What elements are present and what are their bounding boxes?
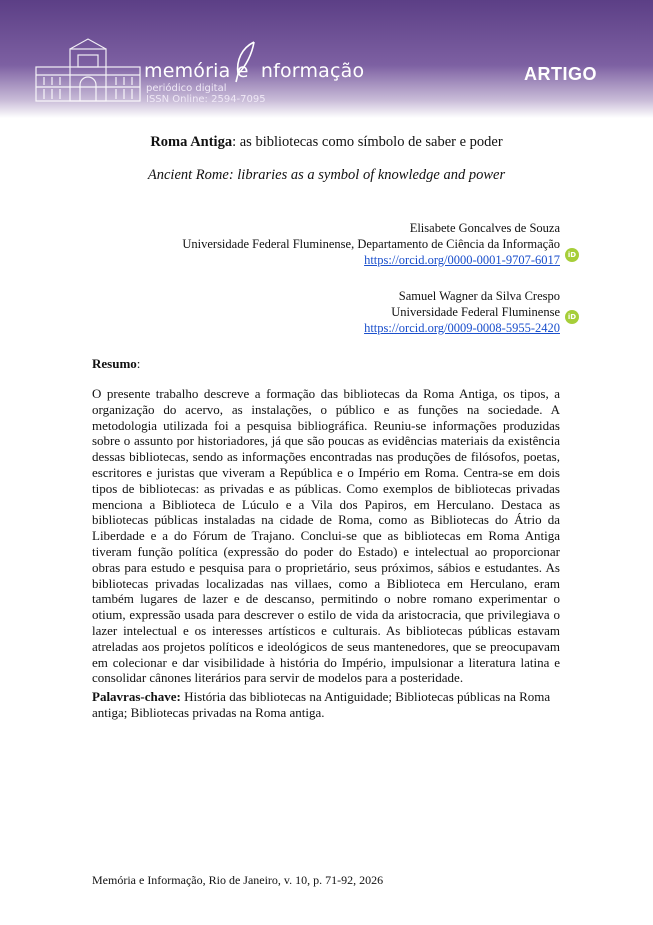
keywords-text: História das bibliotecas na Antiguidade; Bibliotecas públicas na Roma antiga; Bibliotecas privadas na Roma antiga. xyxy=(92,689,551,720)
orcid-link[interactable]: https://orcid.org/0009-0008-5955-2420 xyxy=(364,321,560,335)
abstract-text: O presente trabalho descreve a formação das bibliotecas da Roma Antiga, os tipos, a organização do acervo, as instalações, o público e as funções na sociedade. A metodologia utilizada foi a pesquisa bibliográfica. Reuniu-se informações produzidas sobre o assunto por historiadores, já que são poucas as evidências materiais da existência dessas bibliotecas, sendo as informações encontradas nas produções de filósofos, poetas, escritores e juristas que viveram a República e o Império em Roma. Centra-se em dois tipos de bibliotecas: as privadas e as públicas. Como exemplos de bibliotecas privadas menciona a Biblioteca de Lúculo e a Vila dos Papiros, em Herculano. Destaca as bibliotecas públicas instaladas na cidade de Roma, como as Bibliotecas do Átrio da Liberdade e a do Fórum de Trajano. Conclui-se que as bibliotecas em Roma Antiga tiveram função política (expressão do poder do Estado) e intelectual ao proporcionar obras para estudo e pesquisa para o proprietário, seus próximos, sábios e estudantes. As bibliotecas privadas localizadas nas villaes, como a Biblioteca em Herculano, eram também lugares de lazer e de descanso, permitindo o nobre romano experimentar o otium, expressão usada para descrever o estilo de vida da aristocracia, que privilegiava o lazer intelectual e os interesses artísticos e culturais. As bibliotecas públicas estavam atreladas aos projetos políticos e ideológicos de seus mantenedores, que se preocupavam em colecionar e dar visibilidade à história do Império, impulsionar a literatura latina e consolidar cânones literários para servir de modelos para a posteridade. xyxy=(92,386,560,686)
building-logo-icon xyxy=(34,37,142,103)
keywords xyxy=(92,689,560,721)
keywords-label: Palavras-chave: xyxy=(92,689,181,704)
article-title-bold: Roma Antiga xyxy=(150,134,233,150)
author-name: Elisabete Goncalves de Souza xyxy=(409,221,560,235)
article-type-badge: ARTIGO xyxy=(524,64,597,84)
abstract-heading xyxy=(92,356,140,372)
author-affiliation: Universidade Federal Fluminense, Departamento de Ciência da Informação xyxy=(182,237,560,251)
orcid-icon[interactable]: iD xyxy=(565,248,579,262)
abstract-heading-colon: : xyxy=(136,356,141,371)
author-affiliation: Universidade Federal Fluminense xyxy=(391,305,560,319)
orcid-link[interactable]: https://orcid.org/0000-0001-9707-6017 xyxy=(364,253,560,267)
orcid-icon[interactable]: iD xyxy=(565,310,579,324)
author-list xyxy=(182,220,560,356)
article-title xyxy=(0,134,653,151)
journal-name-part-2: nformação xyxy=(260,60,365,82)
article-title-rest: : as bibliotecas como símbolo de saber e poder xyxy=(232,134,503,150)
abstract-heading-label: Resumo xyxy=(92,356,137,371)
author-block xyxy=(182,220,560,268)
article-title-english: Ancient Rome: libraries as a symbol of knowledge and power xyxy=(147,167,506,183)
journal-name-part-1: memória e xyxy=(144,60,255,82)
author-name: Samuel Wagner da Silva Crespo xyxy=(398,289,560,303)
author-block xyxy=(182,288,560,336)
feather-quill-icon xyxy=(232,40,258,84)
journal-header xyxy=(0,0,653,118)
journal-issn: ISSN Online: 2594-7095 xyxy=(146,94,266,105)
page-footer-citation: Memória e Informação, Rio de Janeiro, v. 10, p. 71-92, 2026 xyxy=(92,873,384,887)
journal-type: periódico digital xyxy=(146,83,227,94)
journal-subtitle xyxy=(146,83,266,105)
